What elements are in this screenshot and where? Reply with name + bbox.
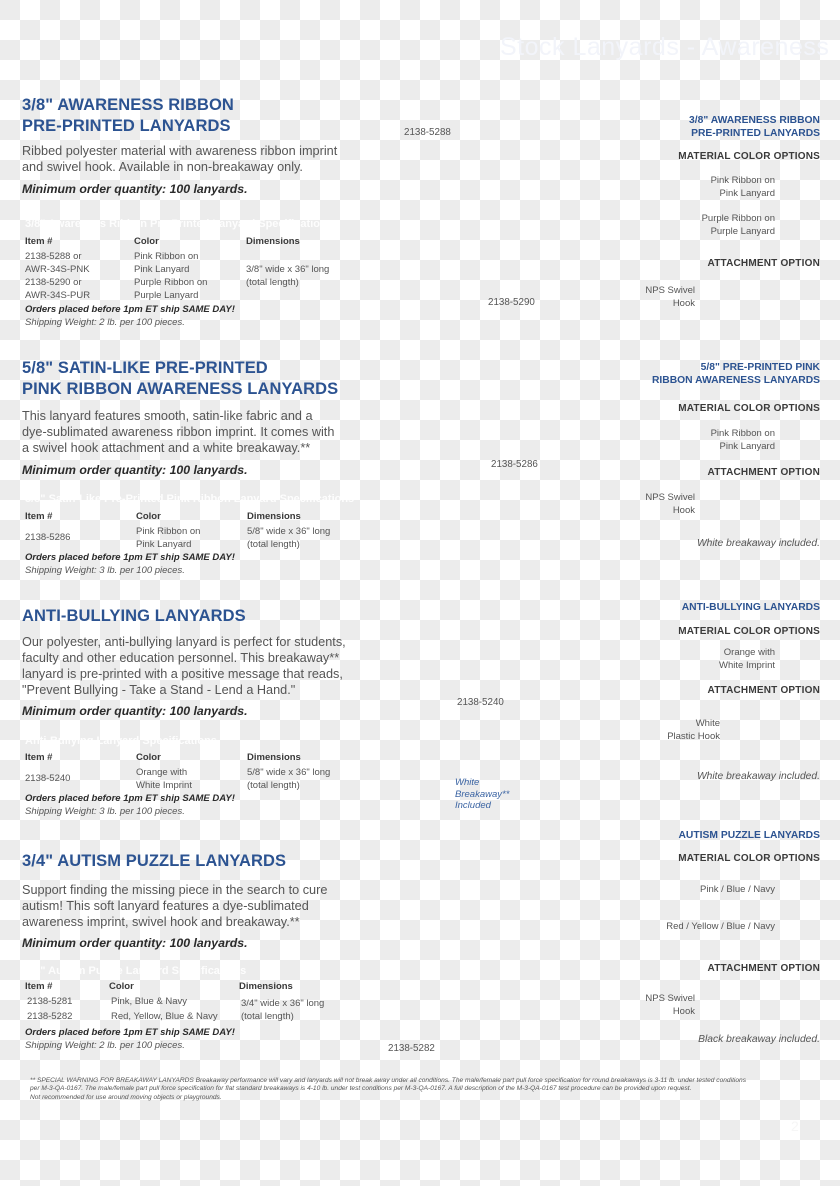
table-cell-item: 2138-5282 [27,1011,73,1022]
option-line: Pink Lanyard [719,188,775,199]
minimum-order-quantity: Minimum order quantity: 100 lanyards. [22,704,248,718]
page-title: Stock Lanyards - Awareness [500,33,830,61]
heading-line: 3/8" AWARENESS RIBBON [689,115,820,126]
attachment-option [645,491,695,517]
description-line: This lanyard features smooth, satin-like fabric and a [22,409,313,423]
cell-line: 3/4" wide x 36" long [241,998,325,1009]
spec-title: 3/4" Autism Puzzle Lanyard Specifications [25,965,247,977]
material-option [702,212,775,238]
heading-line: PRE-PRINTED LANYARDS [691,128,820,139]
cell-line: Purple Ribbon on [134,277,208,288]
attachment-option [645,992,695,1018]
product-code-label: 2138-5288 [404,127,451,138]
option-line: White [695,718,720,729]
option-line: Pink Ribbon on [710,175,775,186]
cell-line: Pink Lanyard [134,263,190,275]
attachment-option-label: ATTACHMENT OPTION [707,467,820,478]
cell-line: 3/8" wide x 36" long [246,264,330,275]
table-cell-color: Red, Yellow, Blue & Navy [111,1011,218,1022]
attachment-option [645,284,695,310]
callout-line: Breakaway** [455,788,510,800]
option-line: White Imprint [719,660,775,671]
heading-line: ANTI-BULLYING LANYARDS [681,602,820,613]
option-line: NPS Swivel [645,285,695,296]
option-line: NPS Swivel [645,993,695,1004]
minimum-order-quantity: Minimum order quantity: 100 lanyards. [22,182,248,196]
col-header-color: Color [136,511,161,522]
cell-line: Orange with [136,767,188,778]
callout-line: White [455,777,480,788]
col-header-dimensions: Dimensions [239,981,293,992]
table-cell-color [134,251,198,276]
options-heading [689,114,820,140]
section-description [22,634,346,698]
description-line: awareness imprint, swivel hook and breakaway.** [22,915,300,929]
description-line: Our polyester, anti-bullying lanyard is perfect for students, [22,635,346,649]
heading-line: 5/8" PRE-PRINTED PINK [700,362,820,373]
heading-line: 3/4" AUTISM PUZZLE LANYARDS [22,852,287,870]
shipping-weight: Shipping Weight: 2 lb. per 100 pieces. [25,1040,185,1051]
cell-line: 2138-5288 or [25,251,82,262]
options-heading [682,601,820,614]
cell-line: Pink Ribbon on [136,526,201,537]
heading-line: RIBBON AWARENESS LANYARDS [651,375,820,386]
description-line: a swivel hook attachment and a white breakaway.** [22,441,311,455]
option-line: Pink Lanyard [719,441,775,452]
footnote-line: Not recommended for use around moving objects or playgrounds. [30,1093,222,1101]
col-header-dimensions: Dimensions [246,236,300,247]
table-cell-item: 2138-5240 [25,773,71,784]
description-line: Support finding the missing piece in the search to cure [22,883,328,897]
material-option: Pink / Blue / Navy [700,884,775,895]
col-header-dimensions: Dimensions [247,752,301,763]
description-line: Ribbed polyester material with awareness ribbon imprint [22,144,338,158]
cell-line: 5/8" wide x 36" long [247,526,331,537]
same-day-shipping-note: Orders placed before 1pm ET ship SAME DAY! [25,793,235,804]
description-line: lanyard is pre-printed with a positive message that reads, [22,667,343,681]
cell-line: Purple Lanyard [134,289,199,301]
cell-line: 2138-5290 or [25,277,82,288]
description-line: dye-sublimated awareness ribbon imprint. It comes with [22,425,335,439]
section-heading [22,851,286,872]
cell-line: (total length) [247,779,300,791]
cell-line: Pink Ribbon on [134,251,199,262]
material-option [711,427,775,453]
option-line: Plastic Hook [667,731,720,742]
table-cell-dimensions [241,998,324,1023]
breakaway-callout [455,777,509,812]
cell-line: (total length) [247,538,300,550]
heading-line: PRE-PRINTED LANYARDS [22,117,231,135]
col-header-dimensions: Dimensions [247,511,301,522]
cell-line: White Imprint [136,779,192,791]
attachment-option-label: ATTACHMENT OPTION [707,685,820,696]
cell-line: (total length) [246,276,299,288]
option-line: Hook [672,298,695,309]
product-code-label: 2138-5286 [491,459,538,470]
heading-line: AUTISM PUZZLE LANYARDS [678,830,820,841]
table-cell-color: Pink, Blue & Navy [111,996,188,1007]
col-header-item: Item # [25,511,53,522]
shipping-weight: Shipping Weight: 3 lb. per 100 pieces. [25,806,185,817]
material-option: Red / Yellow / Blue / Navy [666,921,775,932]
heading-line: PINK RIBBON AWARENESS LANYARDS [22,380,339,398]
attachment-option-label: ATTACHMENT OPTION [707,258,820,269]
page-number: 2 [791,1118,799,1134]
options-heading [679,829,821,842]
breakaway-note: Black breakaway included. [698,1034,820,1045]
col-header-color: Color [134,236,159,247]
shipping-weight: Shipping Weight: 3 lb. per 100 pieces. [25,565,185,576]
description-line: faculty and other education personnel. This breakaway** [22,651,340,665]
product-code-label: 2138-5282 [388,1043,435,1054]
heading-line: 5/8" SATIN-LIKE PRE-PRINTED [22,359,268,377]
table-cell-item [25,277,90,302]
cell-line: 5/8" wide x 36" long [247,767,331,778]
col-header-color: Color [109,981,134,992]
cell-line: (total length) [241,1010,294,1022]
option-line: Pink Ribbon on [710,428,775,439]
attachment-option [667,717,720,743]
heading-line: 3/8" AWARENESS RIBBON [22,96,234,114]
section-heading [22,358,338,400]
minimum-order-quantity: Minimum order quantity: 100 lanyards. [22,463,248,477]
same-day-shipping-note: Orders placed before 1pm ET ship SAME DAY! [25,1027,235,1038]
product-code-label: 2138-5240 [457,697,504,708]
cell-line: AWR-34S-PNK [25,263,90,275]
col-header-item: Item # [25,981,53,992]
material-color-options-label: MATERIAL COLOR OPTIONS [678,151,820,162]
option-line: Purple Lanyard [710,226,775,237]
options-heading [652,361,820,387]
section-heading [22,606,246,627]
option-line: Hook [672,1006,695,1017]
breakaway-warning-footnote [30,1077,830,1102]
breakaway-note: White breakaway included. [696,771,820,782]
option-line: Hook [672,505,695,516]
footnote-line: ** SPECIAL WARNING FOR BREAKAWAY LANYARDS Breakaway performance will vary and lanyards will not break away under all conditions. The male/female part pull force specification for round breakaways is 3-11 lb. under tested conditions [30,1077,746,1084]
table-cell-color [134,277,207,302]
table-cell-item: 2138-5286 [25,532,71,543]
product-code-label: 2138-5290 [488,297,535,308]
description-line: and swivel hook. Available in non-breakaway only. [22,160,303,174]
table-cell-item: 2138-5281 [27,996,73,1007]
option-line: Orange with [723,647,775,658]
option-line: Purple Ribbon on [701,213,775,224]
callout-line: Included [455,800,491,811]
material-option [711,174,775,200]
table-cell-dimensions [246,264,329,289]
attachment-option-label: ATTACHMENT OPTION [707,963,820,974]
shipping-weight: Shipping Weight: 2 lb. per 100 pieces. [25,317,185,328]
section-description [22,408,334,456]
same-day-shipping-note: Orders placed before 1pm ET ship SAME DAY! [25,552,235,563]
spec-title: 3/8" Awareness Ribbon Pre-Printed Lanyard Specifications [25,218,333,230]
section-heading [22,95,234,137]
option-line: NPS Swivel [645,492,695,503]
spec-title: 5/8" Satin-Like Pre-Printed Pink Ribbon Lanyard Specifications [25,493,355,505]
heading-line: ANTI-BULLYING LANYARDS [22,607,246,625]
cell-line: Pink Lanyard [136,538,192,550]
material-color-options-label: MATERIAL COLOR OPTIONS [678,403,820,414]
same-day-shipping-note: Orders placed before 1pm ET ship SAME DAY! [25,304,235,315]
material-color-options-label: MATERIAL COLOR OPTIONS [678,626,820,637]
spec-title: Anti-Bullying Lanyard Specifications [25,735,217,747]
material-option [719,646,775,672]
table-cell-color [136,767,192,792]
col-header-item: Item # [25,752,53,763]
material-color-options-label: MATERIAL COLOR OPTIONS [678,853,820,864]
minimum-order-quantity: Minimum order quantity: 100 lanyards. [22,936,248,950]
table-cell-color [136,526,200,551]
table-cell-item [25,251,90,276]
section-description [22,143,337,175]
col-header-color: Color [136,752,161,763]
section-description [22,882,327,930]
footnote-line: per M-3-QA-0167. The male/female part pull force specification for flat standard breakaways is 4-10 lb. under test conditions per M-3-QA-0167. A full description of the M-3-QA-0167 test procedure can be provided upon request. [30,1085,692,1093]
table-cell-dimensions [247,526,330,551]
cell-line: AWR-34S-PUR [25,289,91,301]
description-line: "Prevent Bullying - Take a Stand - Lend a Hand." [22,683,296,697]
col-header-item: Item # [25,236,53,247]
table-cell-dimensions [247,767,330,792]
description-line: autism! This soft lanyard features a dye-sublimated [22,899,309,913]
breakaway-note: White breakaway included. [696,538,820,549]
